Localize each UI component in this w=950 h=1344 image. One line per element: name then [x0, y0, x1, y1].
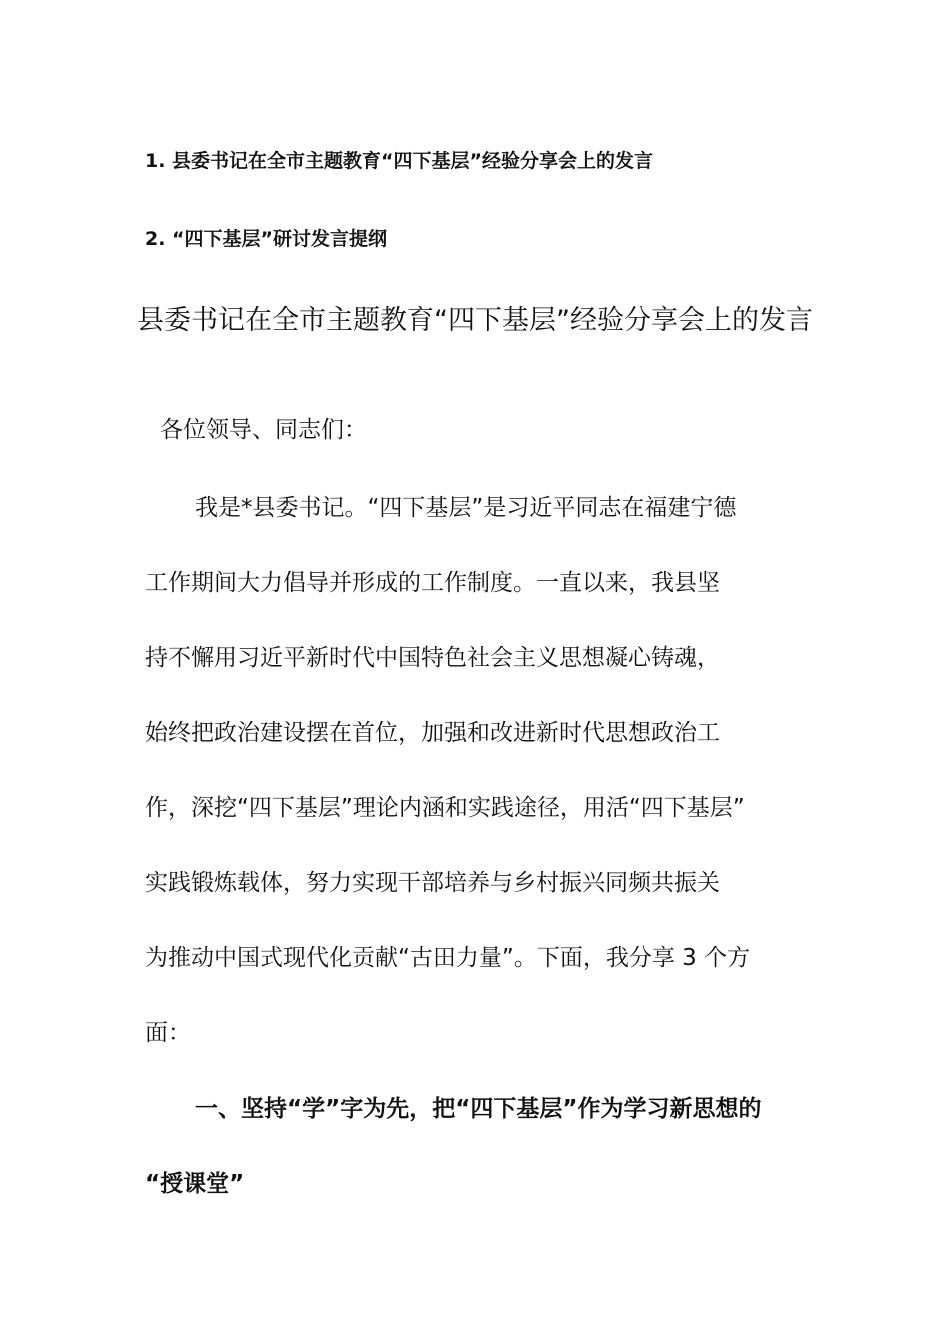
paragraph-line: 实践锻炼载体，努力实现干部培养与乡村振兴同频共振关 [145, 870, 720, 896]
heading-line: “授课堂” [145, 1171, 245, 1197]
paragraph-line: 面： [145, 1020, 191, 1046]
paragraph-line: 作，深挖“四下基层”理论内涵和实践途径，用活“四下基层” [145, 795, 745, 821]
heading-line: 一、坚持“学”字为先，把“四下基层”作为学习新思想的 [195, 1096, 762, 1122]
paragraph-line: 始终把政治建设摆在首位，加强和改进新时代思想政治工 [145, 720, 720, 746]
paragraph-line: 持不懈用习近平新时代中国特色社会主义思想凝心铸魂， [145, 645, 720, 671]
paragraph-line: 我是*县委书记。“四下基层”是习近平同志在福建宁德 [195, 495, 737, 521]
paragraph-line: 工作期间大力倡导并形成的工作制度。一直以来，我县坚 [145, 570, 720, 596]
paragraph-line: 为推动中国式现代化贡献“古田力量”。下面，我分享 3 个方 [145, 945, 751, 971]
toc-item-1: 1. 县委书记在全市主题教育“四下基层”经验分享会上的发言 [145, 150, 654, 172]
salutation: 各位领导、同志们： [160, 417, 367, 443]
article-title: 县委书记在全市主题教育“四下基层”经验分享会上的发言 [137, 305, 813, 336]
toc-item-2: 2. “四下基层”研讨发言提纲 [145, 228, 388, 250]
